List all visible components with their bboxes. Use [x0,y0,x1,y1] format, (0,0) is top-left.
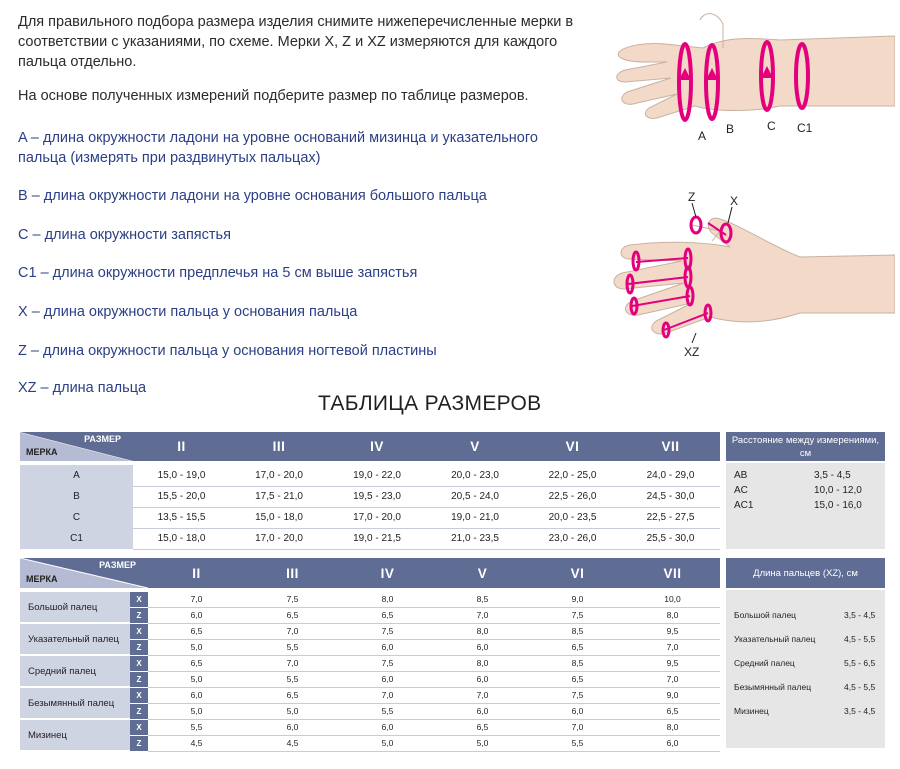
finger-label: Мизинец [20,719,130,751]
table1-cell: 24,5 - 30,0 [621,486,720,507]
finger-x-cell: 7,0 [340,687,435,703]
z-marker: Z [130,735,148,751]
x-marker: X [130,592,148,607]
finger-length-value: 5,5 - 6,5 [844,658,876,668]
table2-size-header: VII [625,558,720,588]
finger-z-cell: 6,0 [625,735,720,751]
finger-x-cell: 7,0 [530,719,625,735]
finger-z-cell: 5,0 [435,735,530,751]
definition-z: Z – длина окружности пальца у основания ногтевой пластины [18,343,437,359]
finger-x-cell: 7,5 [340,655,435,671]
finger-label: Большой палец [20,592,130,623]
table1-cell: 13,5 - 15,5 [133,507,230,528]
intro-paragraph: Для правильного подбора размера изделия снимите нижеперечисленные мерки в соответствии с указаниями, по схеме. Мерки X, Z и XZ измеряются для каждого пальца отдельно. [18,14,574,70]
x-marker: X [130,623,148,639]
finger-z-cell: 7,0 [625,671,720,687]
finger-z-cell: 6,0 [340,639,435,655]
table1-cell: 20,0 - 23,5 [524,507,621,528]
finger-length-panel [726,590,885,748]
finger-z-cell: 6,5 [245,607,340,623]
table1-size-header: III [230,432,328,461]
definition-c: C – длина окружности запястья [18,227,231,243]
finger-x-cell: 9,5 [625,623,720,639]
distance-value: 10,0 - 12,0 [814,485,862,496]
finger-x-cell: 9,5 [625,655,720,671]
table1-corner-measure: МЕРКА [26,447,58,457]
table1-cell: 19,0 - 22,0 [328,465,426,486]
finger-z-cell: 7,0 [625,639,720,655]
finger-length-key: Большой палец [734,610,797,620]
table1-cell: 21,0 - 23,5 [426,528,524,549]
hand-diagram-wrist [605,8,895,143]
finger-x-cell: 8,0 [340,592,435,607]
distance-panel-header: Расстояние между измерениями, см [726,432,885,461]
definition-b: B – длина окружности ладони на уровне основания большого пальца [18,188,487,204]
table1-cell: 22,5 - 27,5 [621,507,720,528]
finger-length-panel-header: Длина пальцев (XZ), см [726,558,885,588]
finger-z-cell: 5,0 [148,671,245,687]
finger-x-cell: 7,0 [435,687,530,703]
size-table-main [20,432,720,550]
finger-x-cell: 6,5 [245,687,340,703]
finger-length-key: Безымянный палец [734,682,812,692]
finger-x-cell: 8,5 [435,592,530,607]
finger-z-cell: 6,0 [435,639,530,655]
definition-x: X – длина окружности пальца у основания пальца [18,304,358,320]
finger-length-key: Мизинец [734,706,769,716]
table1-cell: 17,5 - 21,0 [230,486,328,507]
size-table-fingers [20,558,720,752]
table1-cell: 24,0 - 29,0 [621,465,720,486]
table1-size-header: V [426,432,524,461]
finger-x-cell: 6,0 [340,719,435,735]
finger-z-cell: 5,0 [340,735,435,751]
finger-z-cell: 5,0 [148,703,245,719]
finger-z-cell: 4,5 [148,735,245,751]
finger-x-cell: 8,5 [530,655,625,671]
finger-z-cell: 6,0 [530,703,625,719]
distance-value: 15,0 - 16,0 [814,500,862,511]
z-marker: Z [130,671,148,687]
table1-cell: 23,0 - 26,0 [524,528,621,549]
table1-corner [20,432,133,461]
finger-x-cell: 7,0 [148,592,245,607]
finger-length-value: 3,5 - 4,5 [844,706,876,716]
finger-x-cell: 8,0 [625,719,720,735]
finger-x-cell: 7,5 [245,592,340,607]
table1-cell: 19,0 - 21,5 [328,528,426,549]
z-marker: Z [130,639,148,655]
finger-x-cell: 9,0 [625,687,720,703]
finger-x-cell: 7,5 [530,687,625,703]
finger-x-cell: 8,0 [435,623,530,639]
finger-z-cell: 6,0 [148,607,245,623]
finger-z-cell: 7,0 [435,607,530,623]
table1-cell: 20,5 - 24,0 [426,486,524,507]
table1-size-header: VI [524,432,621,461]
finger-z-cell: 5,0 [245,703,340,719]
finger-z-cell: 5,5 [245,671,340,687]
finger-z-cell: 6,0 [435,703,530,719]
table1-row-label: C1 [20,528,133,549]
diagram-label-a: A [698,129,707,143]
finger-x-cell: 7,0 [245,623,340,639]
table2-size-header: III [245,558,340,588]
finger-x-cell: 8,5 [530,623,625,639]
table1-row-label: A [20,465,133,486]
table2-size-header: IV [340,558,435,588]
table1-cell: 15,0 - 18,0 [133,528,230,549]
finger-z-cell: 6,5 [530,671,625,687]
table1-size-header: VII [621,432,720,461]
table1-cell: 17,0 - 20,0 [230,528,328,549]
finger-length-value: 4,5 - 5,5 [844,634,876,644]
finger-x-cell: 6,0 [148,687,245,703]
table2-size-header: V [435,558,530,588]
table2-corner [20,558,148,588]
table-title: ТАБЛИЦА РАЗМЕРОВ [318,392,542,415]
distance-key: AB [734,470,748,481]
finger-label: Безымянный палец [20,687,130,719]
diagram-label-z: Z [688,190,696,204]
finger-x-cell: 6,5 [435,719,530,735]
definition-a: A – длина окружности ладони на уровне оснований мизинца и указательного пальца (измерять при раздвинутых пальцах) [18,130,538,166]
table1-cell: 15,0 - 18,0 [230,507,328,528]
x-marker: X [130,719,148,735]
finger-label: Средний палец [20,655,130,687]
diagram-label-b: B [726,122,735,136]
table2-size-header: VI [530,558,625,588]
finger-x-cell: 6,0 [245,719,340,735]
finger-z-cell: 6,0 [340,671,435,687]
table1-cell: 15,5 - 20,0 [133,486,230,507]
distance-value: 3,5 - 4,5 [814,470,851,481]
table1-row-label: C [20,507,133,528]
finger-z-cell: 4,5 [245,735,340,751]
finger-x-cell: 6,5 [148,655,245,671]
finger-z-cell: 8,0 [625,607,720,623]
table2-corner-measure: МЕРКА [26,574,58,584]
x-marker: X [130,687,148,703]
table1-corner-size: РАЗМЕР [84,434,121,444]
finger-z-cell: 6,0 [435,671,530,687]
table1-row-label: B [20,486,133,507]
finger-z-cell: 6,5 [340,607,435,623]
finger-z-cell: 6,5 [530,639,625,655]
finger-z-cell: 6,5 [625,703,720,719]
finger-z-cell: 5,5 [245,639,340,655]
definition-c1: C1 – длина окружности предплечья на 5 см выше запястья [18,265,418,281]
table1-cell: 25,5 - 30,0 [621,528,720,549]
table1-cell: 22,0 - 25,0 [524,465,621,486]
table1-cell: 19,0 - 21,0 [426,507,524,528]
finger-x-cell: 6,5 [148,623,245,639]
diagram-label-c1: C1 [797,121,813,135]
table2-size-header: II [148,558,245,588]
table1-cell: 20,0 - 23,0 [426,465,524,486]
intro-paragraph-2: На основе полученных измерений подберите размер по таблице размеров. [18,88,529,104]
finger-x-cell: 5,5 [148,719,245,735]
table2-corner-size: РАЗМЕР [99,560,136,570]
table1-cell: 19,5 - 23,0 [328,486,426,507]
finger-length-key: Средний палец [734,658,795,668]
finger-x-cell: 10,0 [625,592,720,607]
definition-xz: XZ – длина пальца [18,380,147,396]
table1-cell: 15,0 - 19,0 [133,465,230,486]
table1-cell: 22,5 - 26,0 [524,486,621,507]
diagram-label-x: X [730,194,739,208]
finger-x-cell: 8,0 [435,655,530,671]
z-marker: Z [130,703,148,719]
finger-x-cell: 7,5 [340,623,435,639]
finger-z-cell: 5,5 [530,735,625,751]
x-marker: X [130,655,148,671]
table1-cell: 17,0 - 20,0 [230,465,328,486]
table1-size-header: II [133,432,230,461]
table1-size-header: IV [328,432,426,461]
table1-cell: 17,0 - 20,0 [328,507,426,528]
distance-key: AC [734,485,748,496]
finger-label: Указательный палец [20,623,130,655]
finger-length-value: 4,5 - 5,5 [844,682,876,692]
finger-z-cell: 5,0 [148,639,245,655]
distance-panel [726,463,885,549]
finger-z-cell: 7,5 [530,607,625,623]
distance-key: AC1 [734,500,754,511]
z-marker: Z [130,607,148,623]
diagram-label-xz: XZ [684,345,700,359]
diagram-label-c: C [767,119,776,133]
finger-x-cell: 9,0 [530,592,625,607]
finger-length-key: Указательный палец [734,634,816,644]
finger-length-value: 3,5 - 4,5 [844,610,876,620]
finger-x-cell: 7,0 [245,655,340,671]
finger-z-cell: 5,5 [340,703,435,719]
hand-diagram-fingers [600,185,895,365]
